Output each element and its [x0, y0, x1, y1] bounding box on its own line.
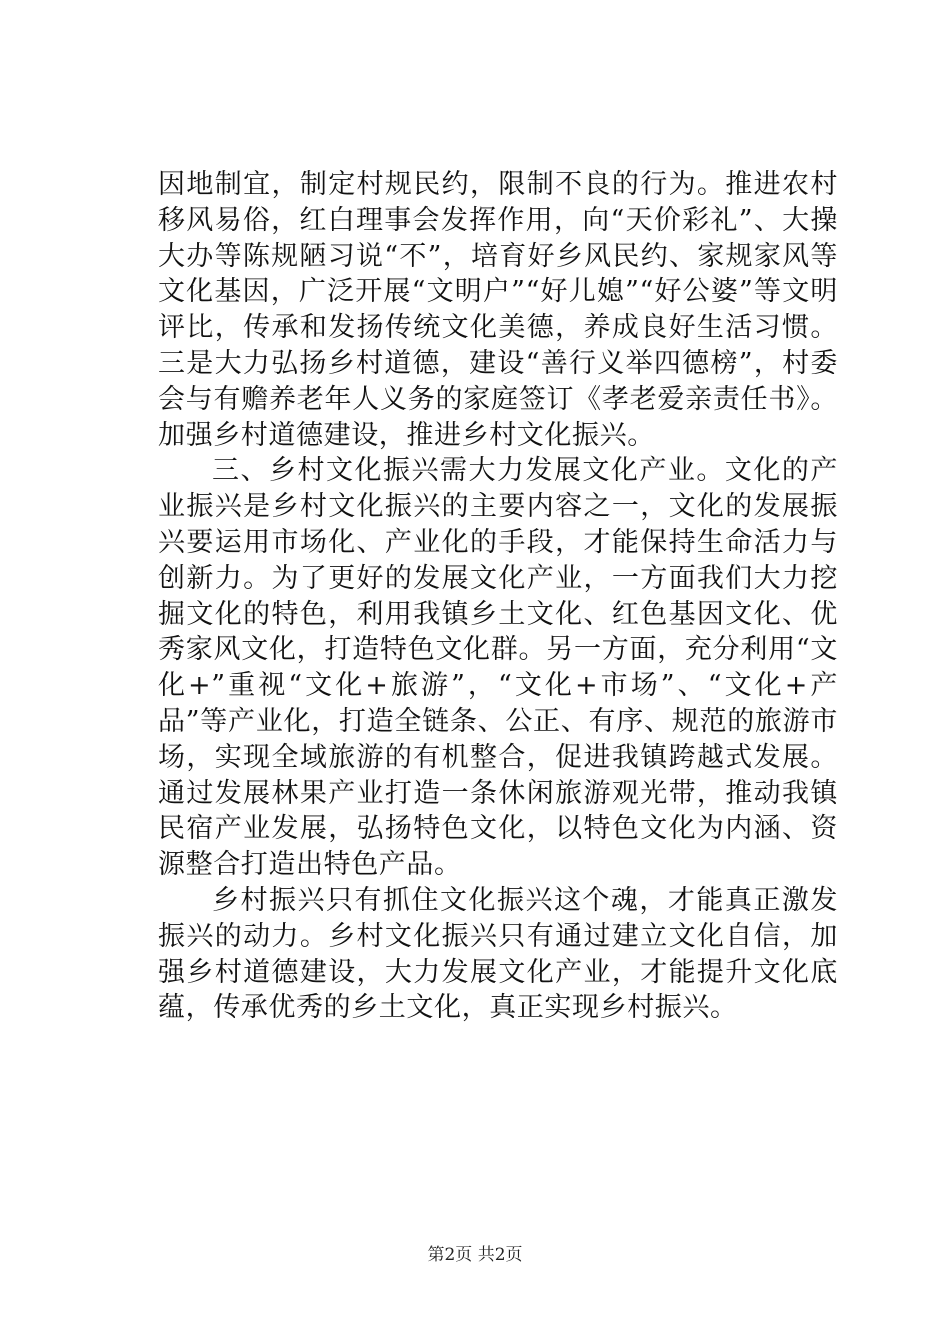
- paragraph-continued: 因地制宜，制定村规民约，限制不良的行为。推进农村移风易俗，红白理事会发挥作用，向“天价彩礼”、大操大办等陈规陋习说“不”，培育好乡风民约、家规家风等文化基因，广泛开展“文明户”“好儿媳”“好公婆”等文明评比，传承和发扬传统文化美德，养成良好生活习惯。三是大力弘扬乡村道德，建设“善行义举四德榜”，村委会与有赡养老年人义务的家庭签订《孝老爱亲责任书》。加强乡村道德建设，推进乡村文化振兴。: [158, 169, 838, 451]
- document-body: [158, 167, 838, 1026]
- paragraph-conclusion: 乡村振兴只有抓住文化振兴这个魂，才能真正激发振兴的动力。乡村文化振兴只有通过建立文化自信，加强乡村道德建设，大力发展文化产业，才能提升文化底蕴，传承优秀的乡土文化，真正实现乡村振兴。: [158, 884, 838, 1024]
- paragraph-section-three: 三、乡村文化振兴需大力发展文化产业。文化的产业振兴是乡村文化振兴的主要内容之一，文化的发展振兴要运用市场化、产业化的手段，才能保持生命活力与创新力。为了更好的发展文化产业，一方面我们大力挖掘文化的特色，利用我镇乡土文化、红色基因文化、优秀家风文化，打造特色文化群。另一方面，充分利用“文化+”重视“文化+旅游”，“文化+市场”、“文化+产品”等产业化，打造全链条、公正、有序、规范的旅游市场，实现全域旅游的有机整合，促进我镇跨越式发展。通过发展林果产业打造一条休闲旅游观光带，推动我镇民宿产业发展，弘扬特色文化，以特色文化为内涵、资源整合打造出特色产品。: [158, 455, 838, 881]
- page-number-footer: 第2页 共2页: [427, 1245, 523, 1265]
